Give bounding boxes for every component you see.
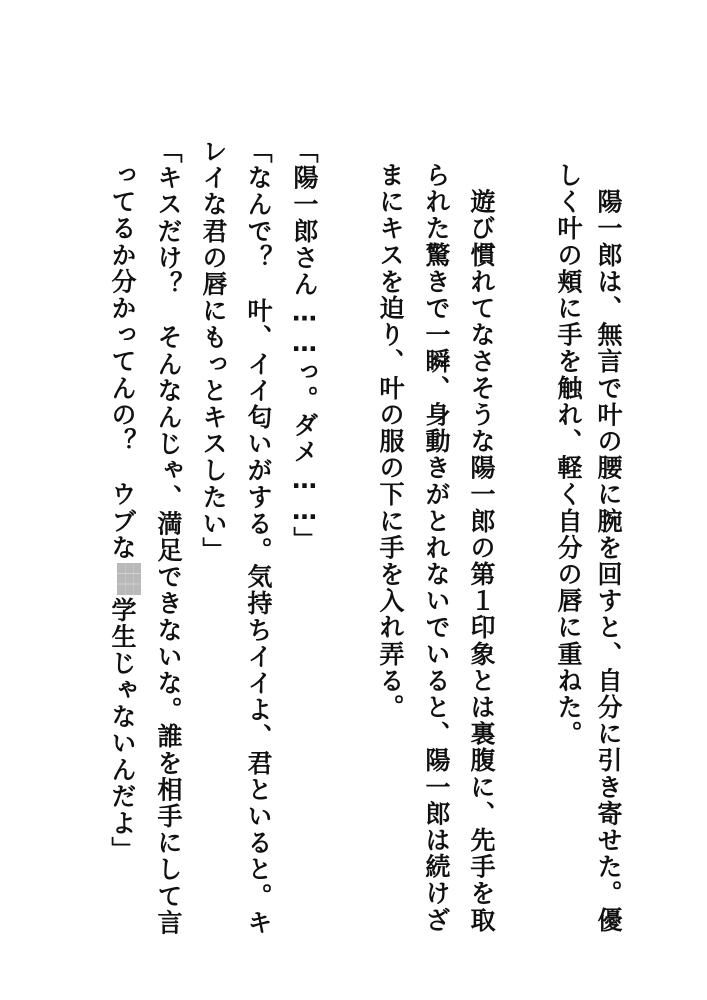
censor-mosaic: [117, 563, 141, 595]
text-column-2: しく叶の頬に手を触れ、軽く自分の唇に重ねた。: [554, 162, 583, 748]
text-column-8: レイな君の唇にもっとキスしたい」: [199, 138, 228, 564]
text-column-10-before: ってるか分かってんの？ ウブな: [108, 162, 137, 561]
text-column-6: 「陽一郎さん……っ。ダメ……」: [290, 138, 319, 553]
text-column-9: 「キスだけ？ そんなんじゃ、満足できないな。誰を相手にして言: [154, 138, 183, 936]
text-column-3: 遊び慣れてなさそうな陽一郎の第１印象とは裏腹に、先手を取: [467, 162, 496, 934]
text-column-4: られた驚きで一瞬、身動きがとれないでいると、陽一郎は続けざ: [422, 162, 451, 934]
text-column-10-after: 学生じゃないんだよ」: [108, 597, 137, 863]
text-column-1: 陽一郎は、無言で叶の腰に腕を回すと、自分に引き寄せた。優: [594, 162, 623, 934]
text-column-10: [105, 162, 141, 962]
text-column-7: 「なんで？ 叶、イイ匂いがする。気持ちイイよ、君といると。キ: [244, 138, 273, 936]
text-column-5: まにキスを迫り、叶の服の下に手を入れ弄る。: [376, 162, 405, 721]
